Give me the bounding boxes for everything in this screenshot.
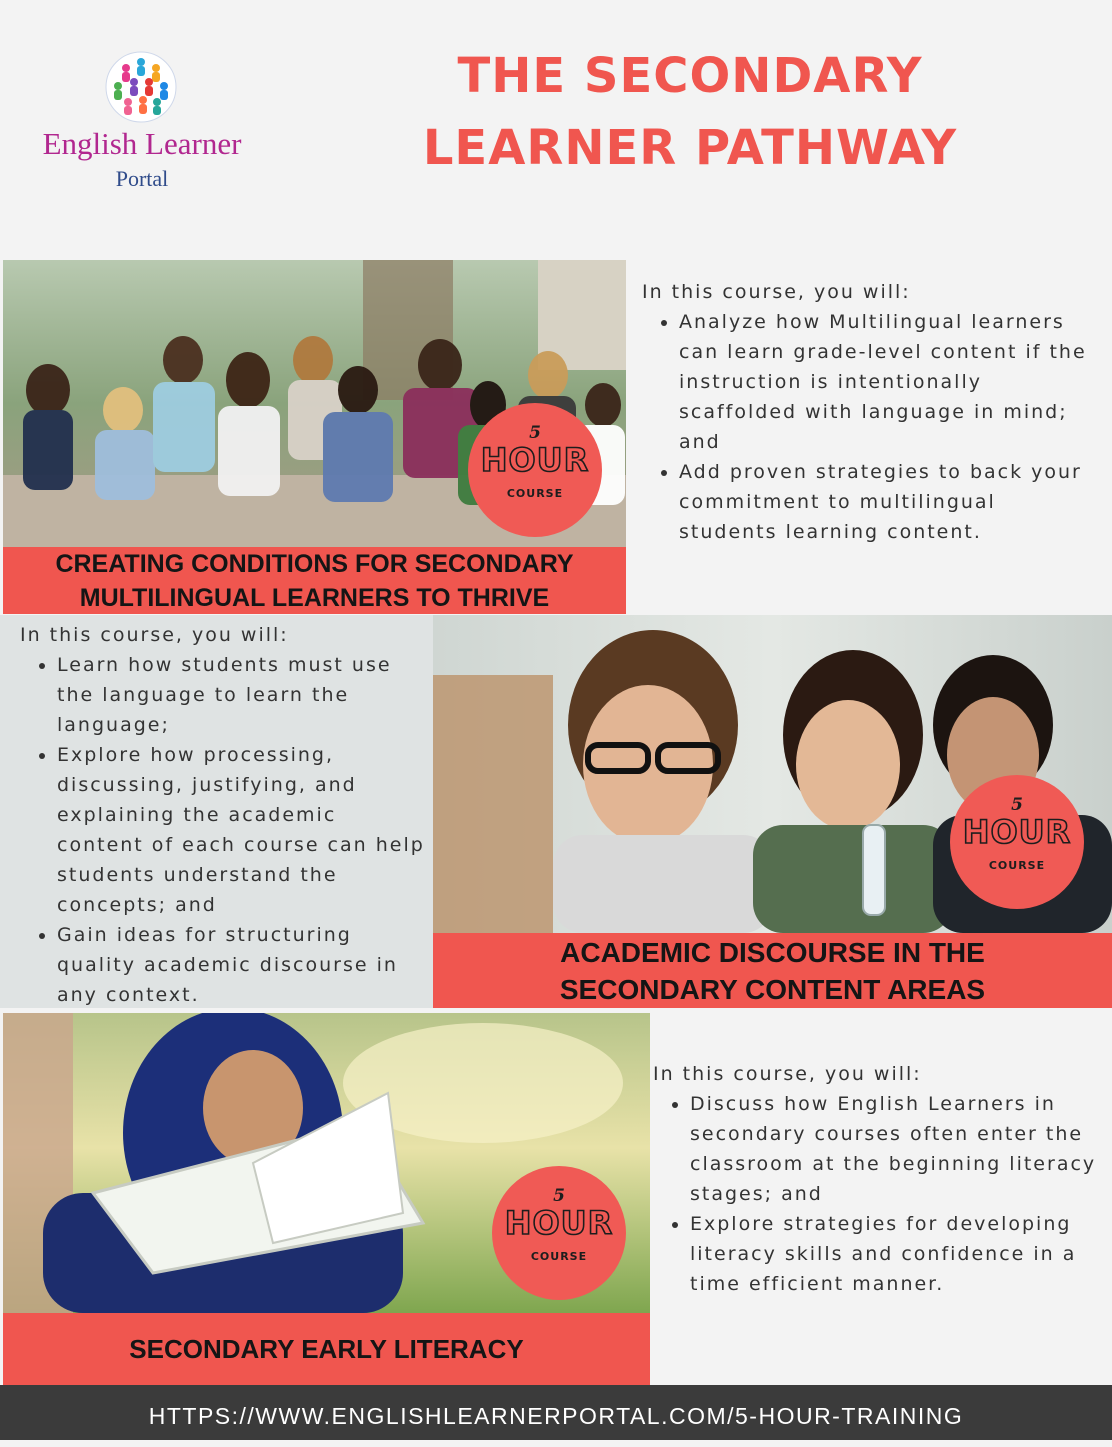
course-2-banner xyxy=(433,933,1112,1008)
course-2-badge xyxy=(950,775,1084,909)
course-3-bullets xyxy=(653,1089,1108,1299)
badge-label: COURSE xyxy=(988,859,1046,872)
footer-url[interactable]: HTTPS://WWW.ENGLISHLEARNERPORTAL.COM/5-HOUR-TRAINING xyxy=(0,1385,1112,1440)
course-1-banner xyxy=(3,547,626,614)
badge-label: COURSE xyxy=(506,487,564,500)
course-1-bullets xyxy=(642,307,1102,547)
course-2-intro: In this course, you will: xyxy=(20,624,289,646)
course-2-bullet: • Learn how students must use the language to learn the language; xyxy=(57,650,425,740)
course-3-badge xyxy=(492,1166,626,1300)
course-2-bullets xyxy=(20,650,425,1010)
course-1-bullet: • Add proven strategies to back your commitment to multilingual students learning content. xyxy=(679,457,1102,547)
course-3-title: SECONDARY EARLY LITERACY xyxy=(129,1333,524,1364)
page-title-line1: THE SECONDARY xyxy=(457,48,923,104)
course-1-description xyxy=(642,277,1102,547)
page-title-line2: LEARNER PATHWAY xyxy=(422,120,958,176)
course-3-bullet: • Explore strategies for developing literacy skills and confidence in a time efficient manner. xyxy=(690,1209,1108,1299)
course-3-description xyxy=(653,1059,1108,1299)
course-2-bullet: • Explore how processing, discussing, justifying, and explaining the academic content of each course can help students understand the concepts; and xyxy=(57,740,425,920)
badge-unit: HOUR xyxy=(962,813,1072,851)
badge-number: 5 xyxy=(1011,795,1023,815)
course-1-title-line2: MULTILINGUAL LEARNERS TO THRIVE xyxy=(79,583,550,612)
badge-number: 5 xyxy=(553,1186,565,1206)
course-2-description xyxy=(20,620,425,1010)
course-3-bullet: • Discuss how English Learners in secondary courses often enter the classroom at the beginning literacy stages; and xyxy=(690,1089,1108,1209)
course-1-intro: In this course, you will: xyxy=(642,281,911,303)
course-2-title-line2: SECONDARY CONTENT AREAS xyxy=(559,973,986,1005)
course-1-title-line1: CREATING CONDITIONS FOR SECONDARY xyxy=(55,549,574,578)
page-title xyxy=(380,40,1000,184)
brand-subtitle: Portal xyxy=(115,166,169,191)
course-3-banner xyxy=(3,1313,650,1385)
course-3-intro: In this course, you will: xyxy=(653,1063,922,1085)
badge-unit: HOUR xyxy=(504,1204,614,1242)
course-1-bullet: • Analyze how Multilingual learners can learn grade-level content if the instruction is intentionally scaffolded with language in mind; and xyxy=(679,307,1102,457)
badge-label: COURSE xyxy=(530,1250,588,1263)
logo-globe-icon xyxy=(104,50,178,124)
course-2-title-line1: ACADEMIC DISCOURSE IN THE xyxy=(560,936,985,968)
course-2-bullet: • Gain ideas for structuring quality academic discourse in any context. xyxy=(57,920,425,1010)
course-1-badge xyxy=(468,403,602,537)
badge-unit: HOUR xyxy=(480,441,590,479)
badge-number: 5 xyxy=(529,423,541,443)
brand-name: English Learner xyxy=(42,126,242,161)
